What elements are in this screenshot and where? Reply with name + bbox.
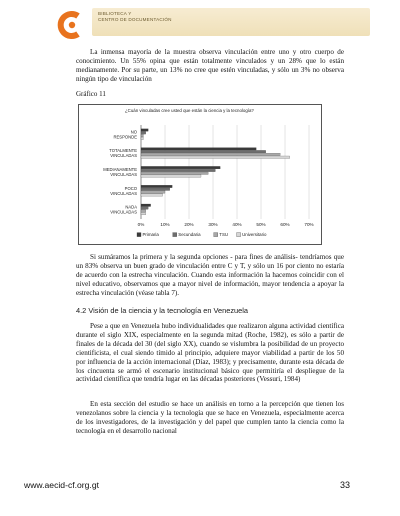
paragraph-vinculacion (76, 48, 344, 84)
bar (141, 212, 146, 215)
bar (141, 204, 151, 207)
legend-swatch (173, 233, 177, 237)
section-title: 4.2 Visión de la ciencia y la tecnología en Venezuela (76, 306, 249, 315)
figure-label: Gráfico 11 (76, 90, 106, 98)
bar (141, 210, 146, 213)
paragraph-historia (76, 322, 344, 384)
bar (141, 132, 146, 135)
paragraph-seccion-text: En esta sección del estudio se hace un análisis en torno a la percepción que tienen los venezolanos sobre la ciencia y la tecnología que se hace en Venezuela, especialmente acerca de los investigadores, de la investigación y del papel que cumplen tanto la ciencia como la tecnología en el desarrollo nacional (76, 400, 344, 435)
category-label: TOTALMENTE (109, 148, 137, 154)
org-name-line2: CENTRO DE DOCUMENTACIÓN (98, 17, 172, 23)
bar (141, 134, 143, 137)
bar (141, 169, 215, 172)
x-tick-label: 30% (208, 222, 218, 227)
chart-plot (79, 105, 323, 246)
category-label: MEDIANAMENTE (103, 167, 137, 172)
category-label: VINCULADAS (110, 153, 137, 159)
category-label: NO (130, 129, 137, 135)
paragraph-analisis (76, 253, 344, 298)
bar (141, 153, 280, 156)
org-name-line1: BIBLIOTECA Y (98, 11, 132, 16)
bar (141, 150, 266, 153)
category-label: POCO (124, 185, 137, 191)
bar-chart (78, 104, 322, 245)
category-label: VINCULADAS (110, 172, 137, 177)
category-label: RESPONDE (113, 134, 137, 140)
org-name (98, 11, 172, 23)
category-label: VINCULADAS (110, 209, 137, 215)
chart-title: ¿Cuán vinculadas cree usted que están la ciencia y la tecnología? (125, 108, 254, 113)
bar (141, 129, 148, 132)
bar (141, 166, 220, 169)
bar (141, 175, 201, 178)
bar (141, 207, 148, 210)
page-header (40, 6, 370, 40)
bar (141, 137, 143, 140)
bar (141, 188, 170, 191)
category-label: NADA (125, 204, 137, 210)
x-tick-label: 0% (137, 222, 145, 227)
page-number: 33 (340, 480, 351, 490)
paragraph-analisis-text: Si sumáramos la primera y la segunda opciones - para fines de análisis- tendríamos que un 83% observa un buen grado de vinculación entre C y T, y sólo un 16 por ciento no estaría de acuerdo con la estrecha vinculación. Cuando esta información la hacemos coincidir con el nivel educativo, observamos que a mayor nivel de información, mayor tendencia a apoyar la estrecha vinculación (véase tabla 7). (76, 253, 344, 297)
bar (141, 194, 163, 197)
x-tick-label: 10% (160, 222, 170, 227)
library-logo-icon (56, 10, 86, 40)
legend-label: TSU (219, 232, 229, 237)
bar (141, 172, 208, 175)
bar (141, 148, 256, 151)
paragraph-seccion (76, 400, 344, 436)
legend-swatch (137, 233, 141, 237)
x-tick-label: 70% (304, 222, 314, 227)
x-tick-label: 60% (280, 222, 290, 227)
legend-label: Secundaria (178, 232, 201, 237)
bar (141, 185, 172, 188)
paragraph-historia-text: Pese a que en Venezuela hubo individualidades que realizaron alguna actividad científica durante el siglo XIX, especialmente en la segunda mitad (Roche, 1982), es sólo a partir de finales de la década del 30 (del siglo XX), cuando se vislumbra la posibilidad de un proyecto cientificista, el cual siendo tímido al principio, adquiere mayor viabilidad a partir de los 50 por influencia de la acción internacional (Díaz, 1983); y precisamente, durante esta década de los cincuenta se armó el escenario institucional básico que permitiría el despliegue de la actividad científica que tendría lugar en las décadas posteriores (Vessuri, 1984) (76, 322, 344, 384)
x-tick-label: 40% (232, 222, 242, 227)
legend-swatch (237, 233, 241, 237)
legend-label: Universitario (242, 232, 267, 237)
x-tick-label: 20% (184, 222, 194, 227)
legend-swatch (214, 233, 218, 237)
bar (141, 156, 290, 159)
bar (141, 191, 165, 194)
footer-url: www.aecid-cf.org.gt (24, 480, 99, 490)
category-label: VINCULADAS (110, 190, 137, 196)
paragraph-vinculacion-text: La inmensa mayoría de la muestra observa vinculación entre uno y otro cuerpo de conocimiento. Un 55% opina que están totalmente vinculados y un 28% que lo están medianamente. Por su parte, un 13% no cree que estén vinculadas, y sólo un 3% no observa ningún tipo de vinculación (76, 48, 344, 83)
legend-label: Primaria (142, 232, 159, 237)
x-tick-label: 50% (256, 222, 266, 227)
